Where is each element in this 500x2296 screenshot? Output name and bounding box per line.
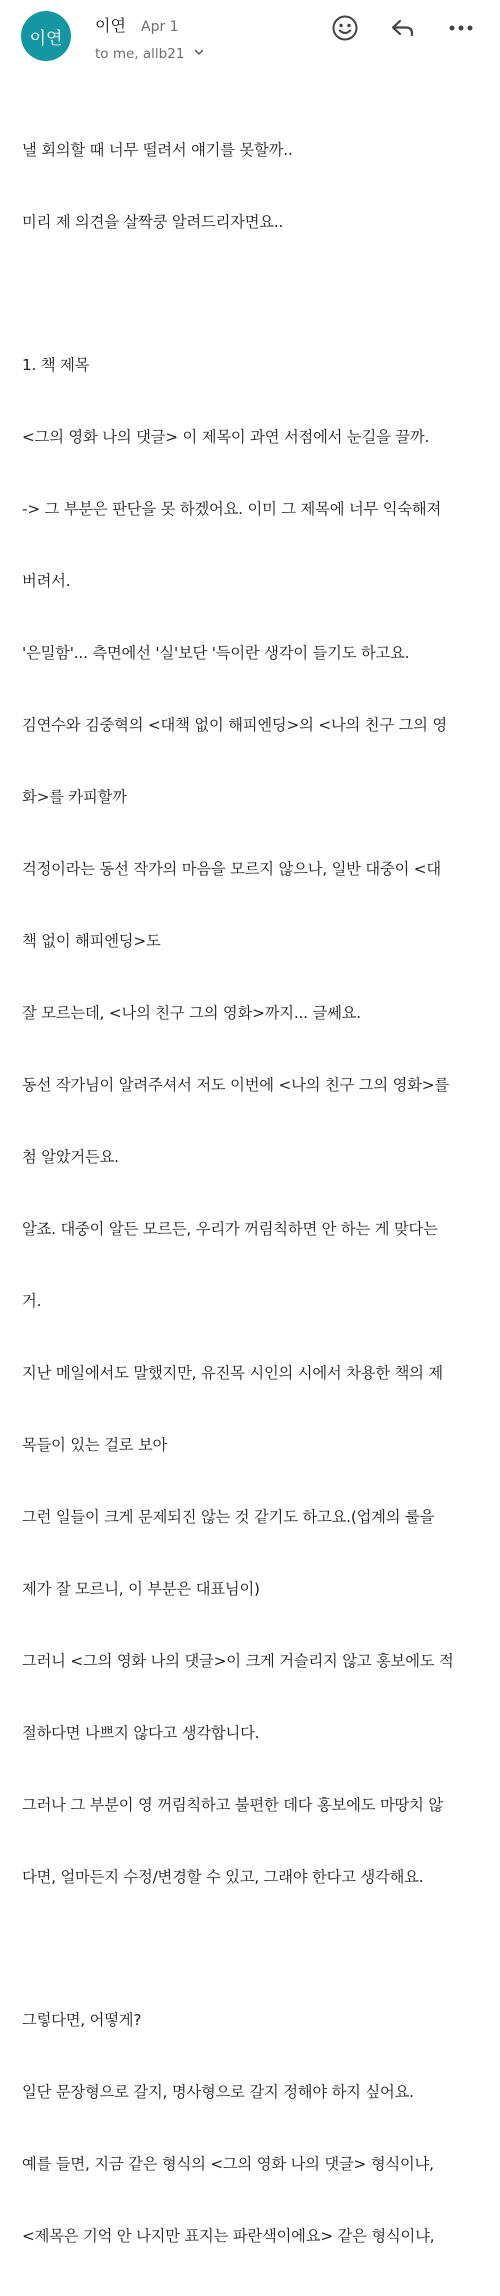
body-line: 알죠. 대중이 알든 모르든, 우리가 꺼림칙하면 안 하는 게 맞다는: [22, 1220, 438, 1238]
body-line: 낼 회의할 때 너무 떨려서 얘기를 못할까..: [22, 141, 293, 159]
chevron-down-icon: [193, 46, 205, 62]
recipients-text: to me, allb21: [95, 46, 185, 62]
body-line: 일단 문장형으로 갈지, 명사형으로 갈지 정해야 하지 싶어요.: [22, 2083, 414, 2101]
message-body: [22, 90, 484, 2296]
recipients-toggle[interactable]: [95, 46, 205, 62]
sender-line: [95, 13, 179, 36]
body-line: 잘 모르는데, <나의 친구 그의 영화>까지... 글쎄요.: [22, 1004, 361, 1022]
section-book-title: [22, 305, 484, 1937]
reply-icon[interactable]: [389, 14, 417, 42]
body-line: 그러나 그 부분이 영 꺼림칙하고 불편한 데다 홍보에도 마땅치 않: [22, 1796, 443, 1814]
body-line: 그러니 <그의 영화 나의 댓글>이 크게 거슬리지 않고 홍보에도 적: [22, 1652, 454, 1670]
body-line: '은밀함'... 측면에선 '실'보단 '득이란 생각이 들기도 하고요.: [22, 644, 410, 662]
body-line: 예를 들면, 지금 같은 형식의 <그의 영화 나의 댓글> 형식이냐,: [22, 2155, 434, 2173]
sender-avatar[interactable]: 이연: [21, 11, 71, 61]
intro-paragraph: [22, 90, 484, 282]
body-line: 제가 잘 모르니, 이 부분은 대표님이): [22, 1580, 260, 1598]
body-line: 김연수와 김중혁의 <대책 없이 해피엔딩>의 <나의 친구 그의 영: [22, 716, 447, 734]
body-line: 첨 알았거든요.: [22, 1148, 119, 1166]
body-line: 절하다면 나쁘지 않다고 생각합니다.: [22, 1724, 260, 1742]
message-time: Apr 1: [141, 19, 179, 35]
body-line: 책 없이 해피엔딩>도: [22, 932, 161, 950]
more-vert-icon[interactable]: [447, 14, 475, 42]
emoji-icon[interactable]: [331, 14, 359, 42]
body-line: 지난 메일에서도 말했지만, 유진목 시인의 시에서 차용한 책의 제: [22, 1364, 443, 1382]
body-line: 걱정이라는 동선 작가의 마음을 모르지 않으나, 일반 대중이 <대: [22, 860, 442, 878]
body-line: 미리 제 의견을 살짝쿵 알려드리자면요..: [22, 213, 284, 231]
body-line: 다면, 얼마든지 수정/변경할 수 있고, 그래야 한다고 생각해요.: [22, 1868, 424, 1886]
sender-name[interactable]: 이연: [95, 16, 126, 35]
section-how: [22, 1960, 484, 2296]
body-line: 화>를 카피할까: [22, 788, 127, 806]
message-header: [0, 0, 500, 80]
body-line: 버려서.: [22, 572, 71, 590]
section-heading: 그렇다면, 어떻게?: [22, 2011, 142, 2029]
body-line: 거.: [22, 1292, 42, 1310]
body-line: 목들이 있는 걸로 보아: [22, 1436, 168, 1454]
body-line: -> 그 부분은 판단을 못 하겠어요. 이미 그 제목에 너무 익숙해져: [22, 500, 442, 518]
body-line: 동선 작가님이 알려주셔서 저도 이번에 <나의 친구 그의 영화>를: [22, 1076, 449, 1094]
section-heading: 1. 책 제목: [22, 356, 90, 374]
body-line: 그런 일들이 크게 문제되진 않는 것 같기도 하고요.(업계의 룰을: [22, 1508, 435, 1526]
body-line: <제목은 기억 안 나지만 표지는 파란색이에요> 같은 형식이냐,: [22, 2227, 435, 2245]
body-line: <그의 영화 나의 댓글> 이 제목이 과연 서점에서 눈길을 끌까.: [22, 428, 430, 446]
